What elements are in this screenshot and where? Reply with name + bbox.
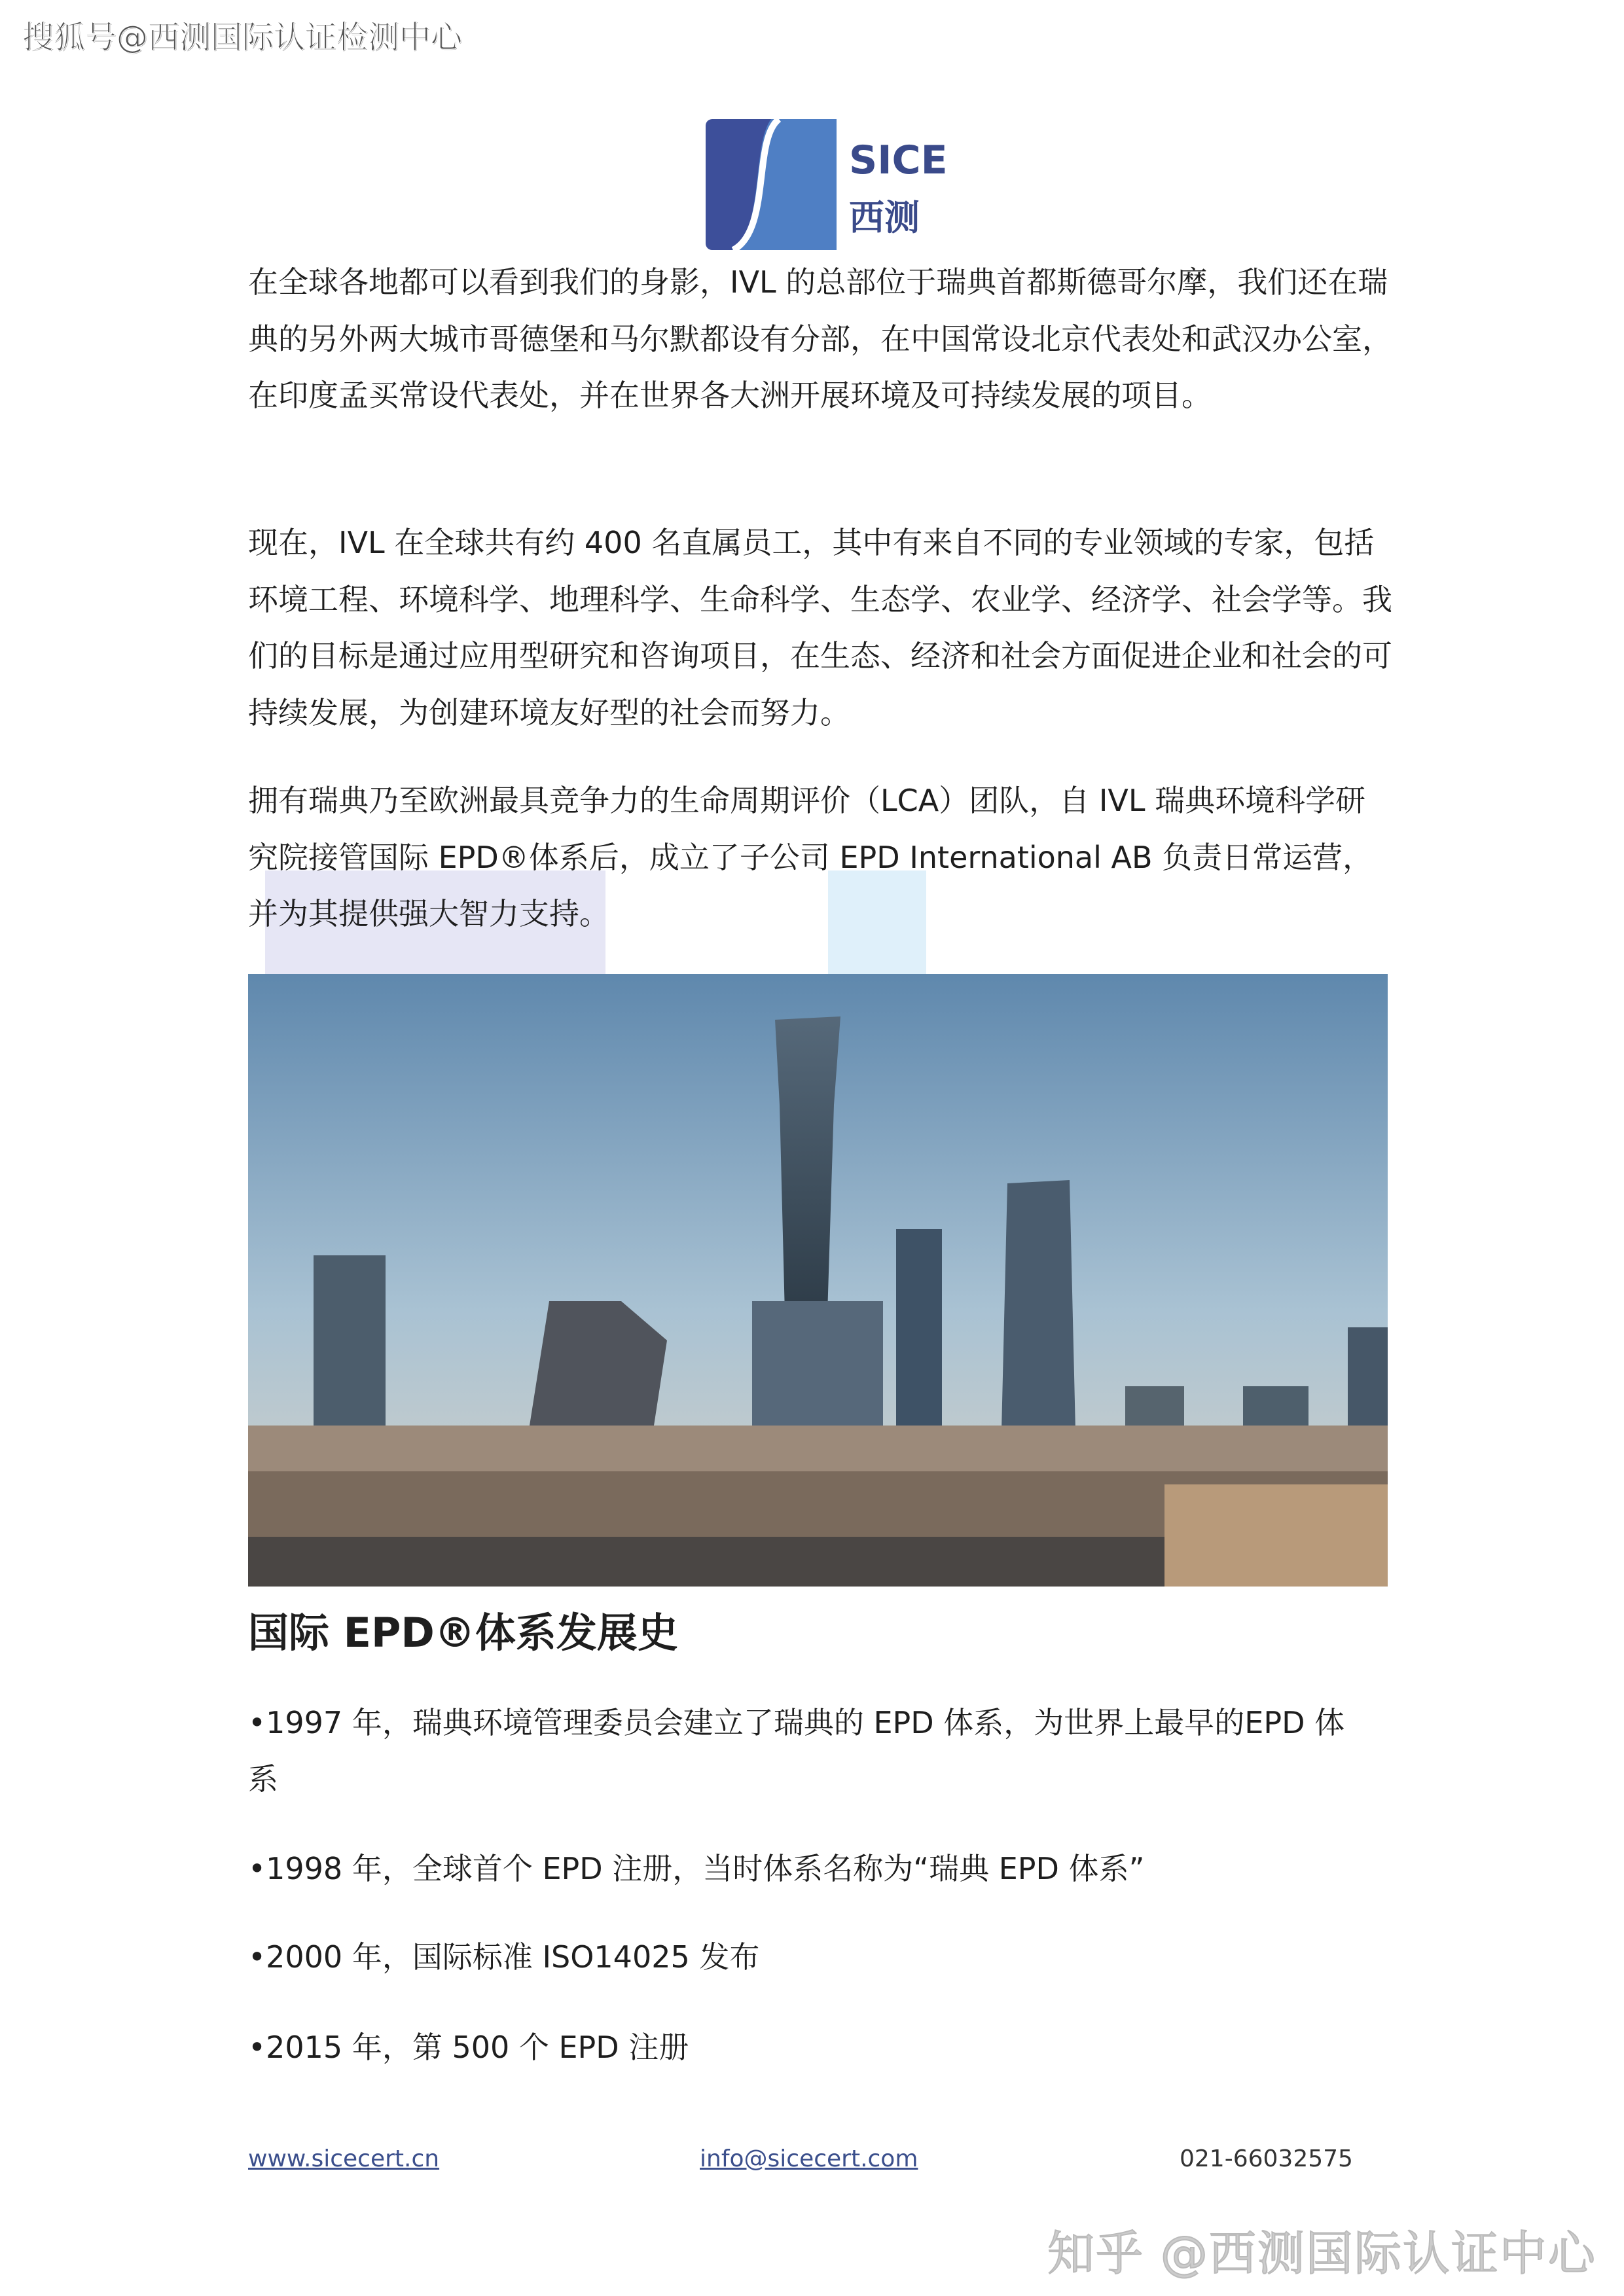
sohu-watermark: 搜狐号@西测国际认证检测中心 — [22, 19, 463, 56]
city-skyline-photo — [248, 974, 1388, 1587]
logo-text: SICE — [849, 137, 948, 183]
history-item-1998: •1998 年，全球首个 EPD 注册，当时体系名称为“瑞典 EPD 体系” — [248, 1851, 1145, 1886]
section-heading: 国际 EPD®体系发展史 — [248, 1609, 678, 1657]
history-item-1997: •1997 年，瑞典环境管理委员会建立了瑞典的 EPD 体系，为世界上最早的EPD 体系 — [248, 1705, 1345, 1797]
sice-logo-icon — [706, 119, 843, 250]
zhihu-watermark: 知乎 @西测国际认证中心 — [1047, 2226, 1597, 2281]
paragraph-offices: 在全球各地都可以看到我们的身影，IVL 的总部位于瑞典首都斯德哥尔摩，我们还在瑞典的另外两大城市哥德堡和马尔默都设有分部，在中国常设北京代表处和武汉办公室，在印度孟买常设代表处，并在世界各大洲开展环境及可持续发展的项目。 — [248, 264, 1392, 413]
website-link[interactable]: www.sicecert.cn — [248, 2145, 440, 2172]
phone-number: 021-66032575 — [1180, 2145, 1353, 2172]
logo-cn-text: 西测 — [849, 197, 920, 238]
history-item-2000: •2000 年，国际标准 ISO14025 发布 — [248, 1939, 760, 1975]
email-link[interactable]: info@sicecert.com — [700, 2145, 918, 2172]
paragraph-lca: 拥有瑞典乃至欧洲最具竞争力的生命周期评价（LCA）团队，自 IVL 瑞典环境科学研究院接管国际 EPD®体系后，成立了子公司 EPD International AB 负责日常运营，并为其提供强大智力支持。 — [248, 783, 1373, 931]
paragraph-staff: 现在，IVL 在全球共有约 400 名直属员工，其中有来自不同的专业领域的专家，包括环境工程、环境科学、地理科学、生命科学、生态学、农业学、经济学、社会学等。我们的目标是通过应用型研究和咨询项目，在生态、经济和社会方面促进企业和社会的可持续发展，为创建环境友好型的社会而努力。 — [248, 525, 1392, 730]
history-item-2015: •2015 年，第 500 个 EPD 注册 — [248, 2030, 689, 2065]
